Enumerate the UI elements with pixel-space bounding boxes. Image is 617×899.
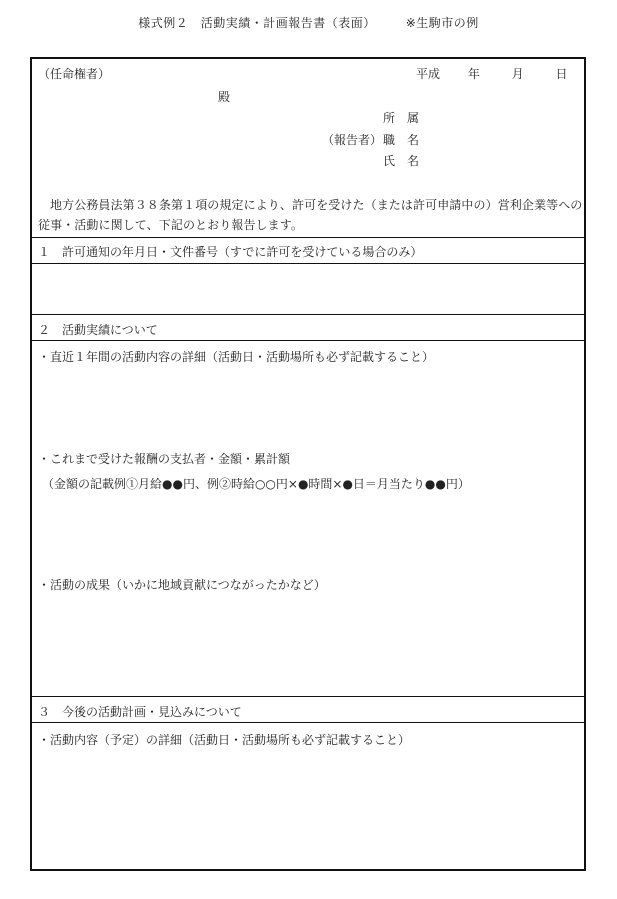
report-form xyxy=(30,57,586,871)
date-month: 月 xyxy=(511,67,524,81)
date-year: 年 xyxy=(467,67,480,81)
date-line xyxy=(416,66,568,82)
reporter-position: 職 名 xyxy=(383,133,420,147)
section-3-heading: ３ 今後の活動計画・見込みについて xyxy=(38,705,242,719)
date-era: 平成 xyxy=(416,67,441,81)
section-2-heading: ２ 活動実績について xyxy=(38,323,158,337)
intro-paragraph: 地方公務員法第３８条第１項の規定により、許可を受けた（または許可申請中の）営利企業等への従事・活動に関して、下記のとおり報告します。 xyxy=(38,198,583,232)
divider xyxy=(32,237,584,238)
addressee-dono: 殿 xyxy=(218,90,231,104)
section-1-heading: １ 許可通知の年月日・文件番号（すでに許可を受けている場合のみ） xyxy=(38,245,423,259)
appointer-label: （任命権者） xyxy=(38,67,111,81)
document-title xyxy=(0,14,617,31)
divider xyxy=(32,722,584,723)
section-2-item-activity-details: ・直近１年間の活動内容の詳細（活動日・活動場所も必ず記載すること） xyxy=(38,350,435,364)
date-day: 日 xyxy=(555,67,568,81)
section-2-item-results: ・活動の成果（いかに地域貢献につながったかなど） xyxy=(38,578,326,592)
divider xyxy=(32,340,584,341)
reporter-affiliation: 所 属 xyxy=(383,111,420,125)
reporter-label: （報告者） xyxy=(322,133,383,147)
form-title: 様式例２ 活動実績・計画報告書（表面） xyxy=(138,16,376,30)
divider xyxy=(32,696,584,697)
section-2-item-compensation: ・これまで受けた報酬の支払者・金額・累計額 xyxy=(38,452,291,466)
section-3-item-planned-activity: ・活動内容（予定）の詳細（活動日・活動場所も必ず記載すること） xyxy=(38,733,411,747)
section-2-compensation-example: （金額の記載例①月給●●円、例②時給○○円×●時間×●日＝月当たり●●円） xyxy=(42,477,470,491)
divider xyxy=(32,263,584,264)
reporter-name: 氏 名 xyxy=(383,154,420,168)
form-note: ※生駒市の例 xyxy=(405,16,479,30)
divider xyxy=(32,314,584,315)
